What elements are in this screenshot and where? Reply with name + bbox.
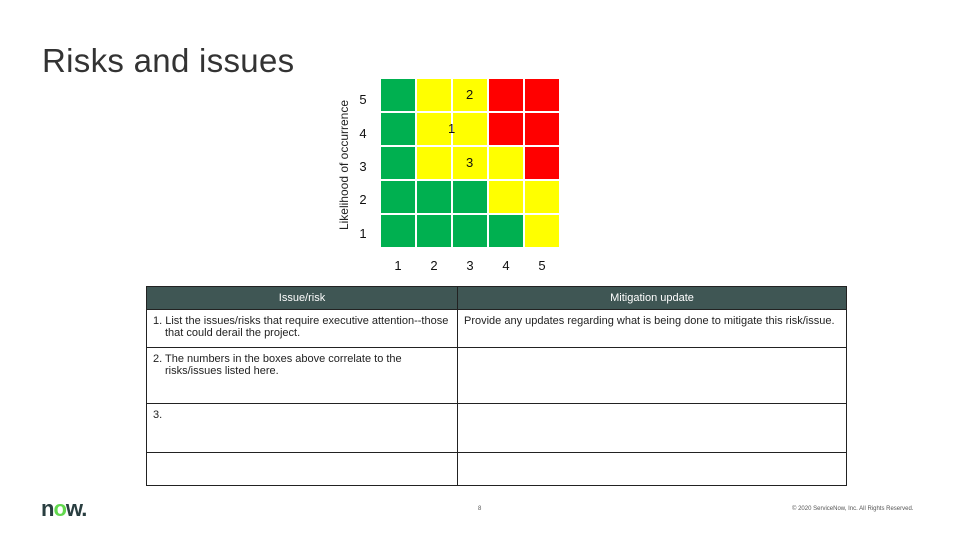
risk-table (146, 286, 847, 486)
header-mitigation-update: Mitigation update (458, 287, 847, 310)
table-row (147, 310, 847, 348)
issue-cell[interactable]: 3. (147, 404, 458, 453)
y-tick-4: 4 (359, 126, 367, 141)
x-tick-5: 5 (538, 258, 546, 273)
risk-marker-3: 3 (466, 155, 474, 170)
x-tick-4: 4 (502, 258, 510, 273)
mitigation-cell[interactable] (458, 348, 847, 404)
table-header-row (147, 287, 847, 310)
risk-marker-2: 2 (466, 87, 474, 102)
matrix-cell-likelihood-2-impact-1 (380, 180, 416, 214)
matrix-cell-likelihood-3-impact-4 (488, 146, 524, 180)
matrix-cell-likelihood-1-impact-1 (380, 214, 416, 248)
risk-marker-1: 1 (448, 121, 456, 136)
issue-cell[interactable] (147, 453, 458, 486)
table-row (147, 453, 847, 486)
y-tick-1: 1 (359, 226, 367, 241)
matrix-cell-likelihood-5-impact-4 (488, 78, 524, 112)
matrix-cell-likelihood-3-impact-2 (416, 146, 452, 180)
matrix-cell-likelihood-1-impact-4 (488, 214, 524, 248)
copyright-text: © 2020 ServiceNow, Inc. All Rights Reserved. (792, 506, 914, 512)
matrix-cell-likelihood-4-impact-4 (488, 112, 524, 146)
page-title: Risks and issues (42, 42, 295, 79)
matrix-cell-likelihood-5-impact-1 (380, 78, 416, 112)
matrix-cell-likelihood-4-impact-5 (524, 112, 560, 146)
matrix-cell-likelihood-4-impact-3 (452, 112, 488, 146)
matrix-cell-likelihood-1-impact-5 (524, 214, 560, 248)
risk-matrix (380, 78, 560, 248)
issue-cell[interactable]: 2. The numbers in the boxes above correlate to the risks/issues listed here. (147, 348, 458, 404)
matrix-cell-likelihood-3-impact-5 (524, 146, 560, 180)
matrix-cell-likelihood-2-impact-2 (416, 180, 452, 214)
y-tick-5: 5 (359, 92, 367, 107)
y-tick-3: 3 (359, 159, 367, 174)
matrix-cell-likelihood-1-impact-2 (416, 214, 452, 248)
table-row (147, 348, 847, 404)
mitigation-cell[interactable]: Provide any updates regarding what is being done to mitigate this risk/issue. (458, 310, 847, 348)
y-tick-2: 2 (359, 192, 367, 207)
mitigation-cell[interactable] (458, 404, 847, 453)
matrix-cell-likelihood-5-impact-2 (416, 78, 452, 112)
matrix-cell-likelihood-2-impact-5 (524, 180, 560, 214)
x-tick-3: 3 (466, 258, 474, 273)
matrix-cell-likelihood-1-impact-3 (452, 214, 488, 248)
y-axis-label: Likelihood of occurrence (337, 99, 351, 231)
matrix-cell-likelihood-2-impact-4 (488, 180, 524, 214)
issue-cell[interactable]: 1. List the issues/risks that require executive attention--those that could derail the project. (147, 310, 458, 348)
x-tick-1: 1 (394, 258, 402, 273)
matrix-cell-likelihood-5-impact-5 (524, 78, 560, 112)
matrix-cell-likelihood-4-impact-2 (416, 112, 452, 146)
matrix-cell-likelihood-3-impact-1 (380, 146, 416, 180)
servicenow-logo: now. (41, 496, 87, 521)
page-number: 8 (478, 506, 482, 512)
header-issue-risk: Issue/risk (147, 287, 458, 310)
mitigation-cell[interactable] (458, 453, 847, 486)
table-row (147, 404, 847, 453)
matrix-cell-likelihood-2-impact-3 (452, 180, 488, 214)
logo-o-icon: o (53, 496, 66, 521)
matrix-cell-likelihood-4-impact-1 (380, 112, 416, 146)
x-tick-2: 2 (430, 258, 438, 273)
